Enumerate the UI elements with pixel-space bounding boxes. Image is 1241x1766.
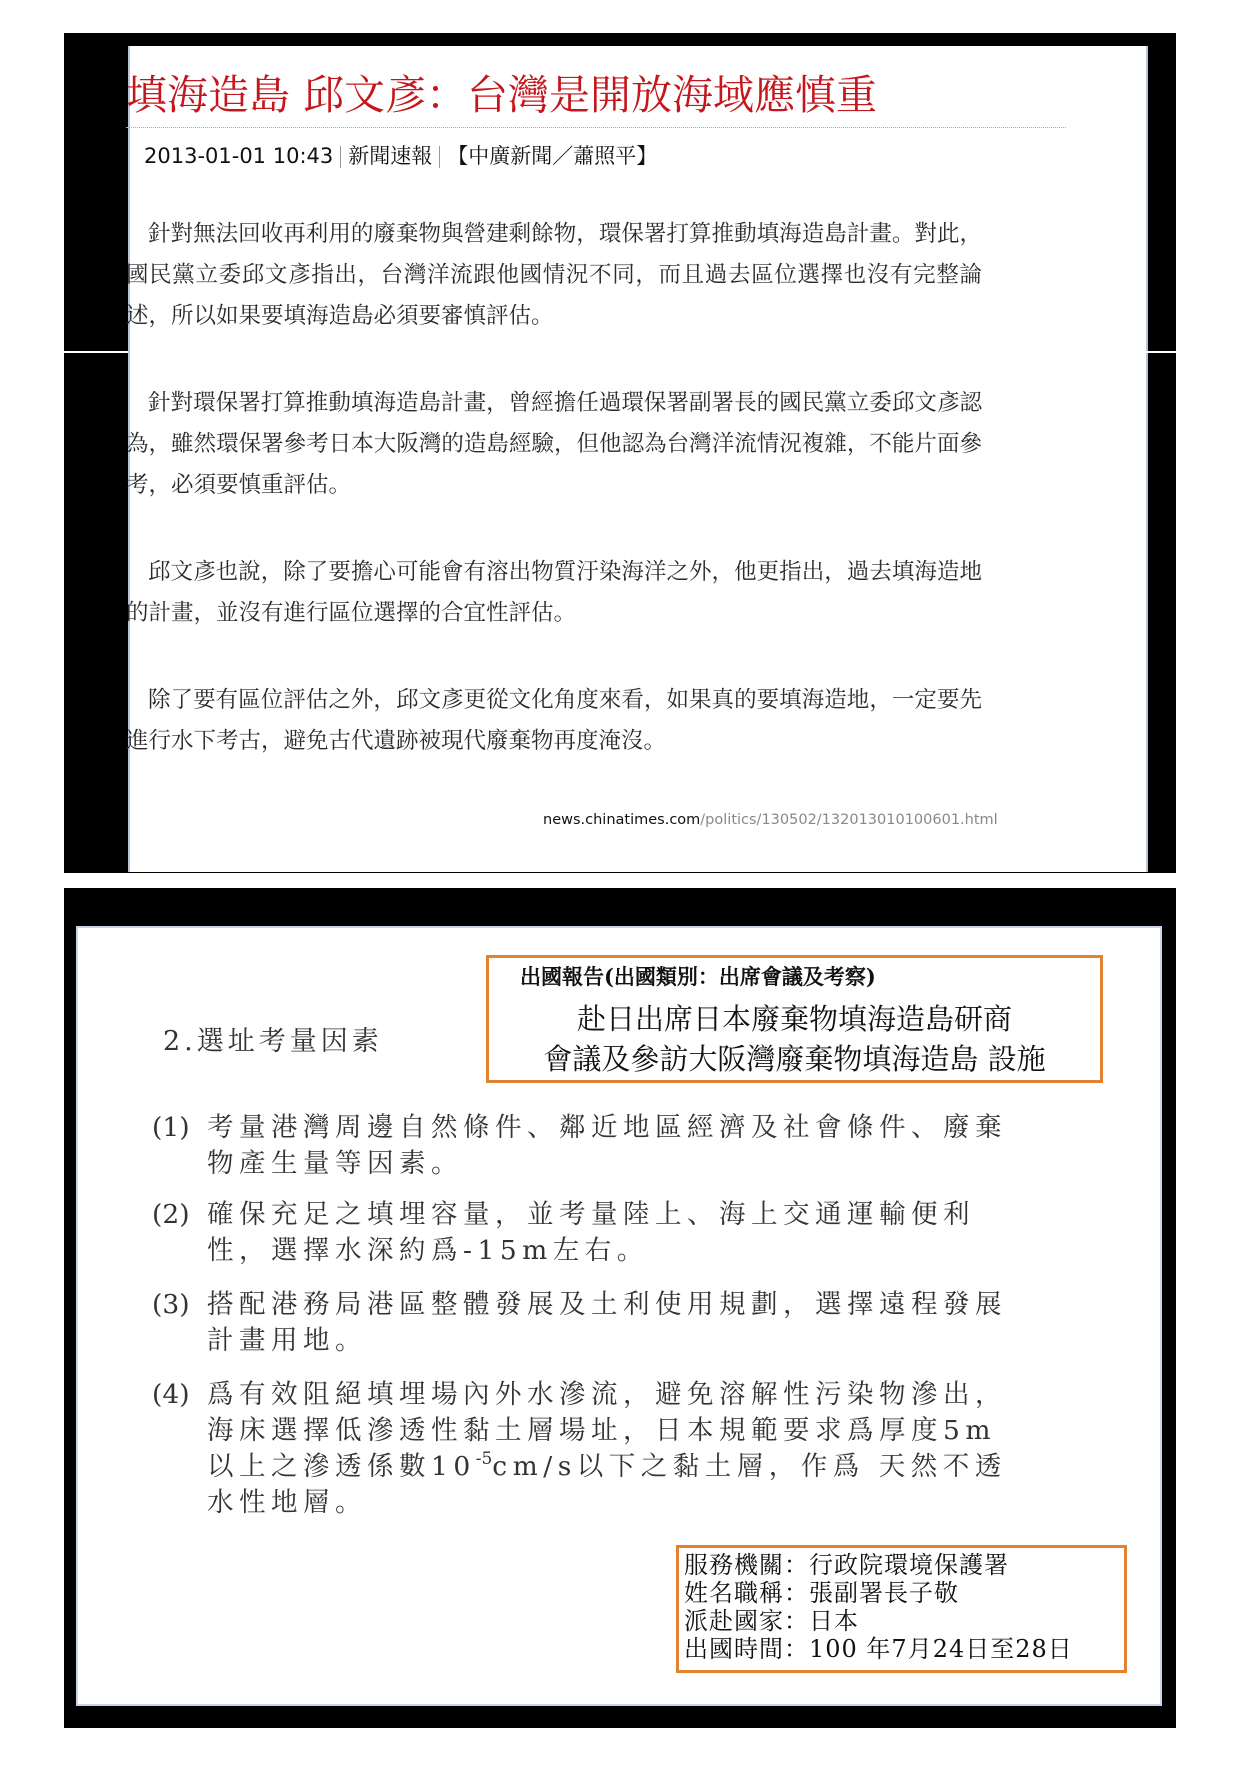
report-title-line: 赴日出席日本廢棄物填海造島研商 [576,1002,1012,1036]
info-period: 出國時間：100 年7月24日至28日 [684,1635,1073,1663]
list-item [152,1197,1012,1269]
list-item-text: 搭配港務局港區整體發展及土利使用規劃，選擇遠程發展計畫用地。 [207,1289,1007,1356]
exponent: -5 [475,1449,493,1469]
report-header: 出國報告(出國類別：出席會議及考察) [520,964,876,989]
news-category: 新聞速報 [348,144,433,168]
meta-separator [439,146,440,168]
list-item [152,1377,1012,1521]
slide-divider-line [64,351,128,353]
news-source-url [543,812,998,828]
list-item-text: 考量港灣周邊自然條件、鄰近地區經濟及社會條件、廢棄物產生量等因素。 [207,1112,1007,1179]
headline-divider [126,127,1066,128]
report-title-line: 會議及參訪大阪灣廢棄物填海造島 設施 [543,1042,1046,1076]
list-item-text: 確保充足之填埋容量，並考量陸上、海上交通運輸便利性，選擇水深約爲-15m左右。 [207,1199,975,1266]
source-path: /politics/130502/132013010100601.html [700,812,998,828]
news-headline: 填海造島 邱文彥：台灣是開放海域應慎重 [126,71,878,119]
meta-separator [340,146,341,168]
list-item [152,1287,1012,1359]
list-item [152,1110,1012,1182]
list-item-text [152,1377,1012,1521]
info-country: 派赴國家：日本 [684,1607,859,1635]
news-paragraph: 邱文彥也說，除了要擔心可能會有溶出物質汙染海洋之外，他更指出，過去填海造地的計畫，並沒有進行區位選擇的合宜性評估。 [126,559,982,626]
news-paragraph: 針對無法回收再利用的廢棄物與營建剩餘物，環保署打算推動填海造島計畫。對此，國民黨立委邱文彥指出，台灣洋流跟他國情況不同，而且過去區位選擇也沒有完整論述，所以如果要填海造島必須要審慎評估。 [126,221,982,329]
source-domain: news.chinatimes.com [543,812,701,828]
news-datetime: 2013-01-01 10:43 [144,144,334,168]
list-item-number: (1) [152,1112,190,1143]
info-agency: 服務機關：行政院環境保護署 [684,1551,1009,1579]
list-item-text-part: cm/s以下之黏土層，作爲 天然不透水性地層。 [207,1451,1007,1518]
section-title: 2.選址考量因素 [163,1026,383,1057]
news-body [126,214,982,808]
info-name-title: 姓名職稱：張副署長子敬 [684,1579,959,1607]
news-byline: 【中廣新聞／蕭照平】 [447,144,658,168]
news-paragraph: 除了要有區位評估之外，邱文彥更從文化角度來看，如果真的要填海造地，一定要先進行水下考古，避免古代遺跡被現代廢棄物再度淹沒。 [126,687,982,754]
list-item-text-part: 爲有效阻絕填埋場內外水滲流，避免溶解性污染物滲出，海床選擇低滲透性黏土層場址，日本規範要求爲厚度5m以上之滲透係數10 [207,1379,1007,1482]
list-item-number: (3) [152,1289,190,1320]
news-meta [144,140,657,170]
slide-divider-line [1144,351,1176,353]
list-item-number: (2) [152,1199,190,1230]
list-item-number: (4) [152,1379,190,1410]
news-paragraph: 針對環保署打算推動填海造島計畫，曾經擔任過環保署副署長的國民黨立委邱文彥認為，雖然環保署參考日本大阪灣的造島經驗，但他認為台灣洋流情況複雜，不能片面參考，必須要慎重評估。 [126,390,982,498]
